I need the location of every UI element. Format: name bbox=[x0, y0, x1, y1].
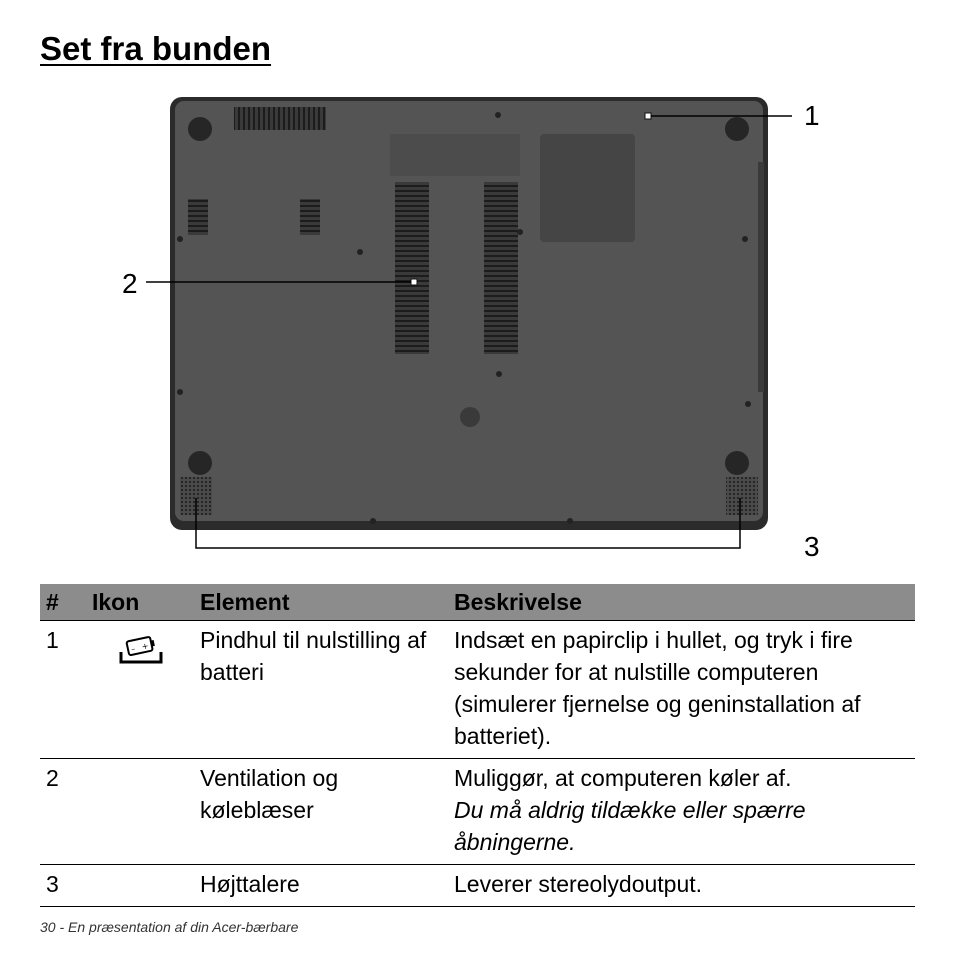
table-header-row bbox=[40, 584, 915, 621]
row-description: Indsæt en papirclip i hullet, og tryk i fire sekunder for at nulstille computeren (simulerer fjernelse og geninstallation af batteriet). bbox=[448, 621, 915, 759]
header-number: # bbox=[40, 584, 86, 621]
row-warning-note: Du må aldrig tildække eller spærre åbningerne. bbox=[454, 797, 806, 855]
page-footer: 30 - En præsentation af din Acer-bærbare bbox=[40, 919, 299, 935]
row-element: Ventilation og køleblæser bbox=[194, 759, 448, 865]
callout-3: 3 bbox=[804, 531, 820, 562]
svg-text:+: + bbox=[140, 641, 150, 652]
row-element: Højttalere bbox=[194, 865, 448, 907]
header-element: Element bbox=[194, 584, 448, 621]
row-number: 1 bbox=[40, 621, 86, 759]
row-number: 2 bbox=[40, 759, 86, 865]
callout-2: 2 bbox=[122, 268, 138, 299]
row-icon-cell bbox=[86, 759, 194, 865]
table-row bbox=[40, 759, 915, 865]
callout-1: 1 bbox=[804, 100, 820, 131]
header-description: Beskrivelse bbox=[448, 584, 915, 621]
row-icon-cell bbox=[86, 865, 194, 907]
laptop-bottom-illustration bbox=[120, 92, 840, 562]
row-description: Leverer stereolydoutput. bbox=[448, 865, 915, 907]
row-icon-cell bbox=[86, 621, 194, 759]
row-description-cell bbox=[448, 759, 915, 865]
row-element: Pindhul til nulstilling af batteri bbox=[194, 621, 448, 759]
row-description: Muliggør, at computeren køler af. bbox=[454, 765, 792, 791]
laptop-bottom-figure bbox=[120, 92, 840, 562]
svg-text:–: – bbox=[130, 644, 136, 654]
page-title: Set fra bunden bbox=[40, 30, 272, 67]
header-icon: Ikon bbox=[86, 584, 194, 621]
table-row bbox=[40, 621, 915, 759]
table-row bbox=[40, 865, 915, 907]
row-number: 3 bbox=[40, 865, 86, 907]
component-table bbox=[40, 584, 915, 907]
battery-reset-icon bbox=[118, 634, 164, 674]
